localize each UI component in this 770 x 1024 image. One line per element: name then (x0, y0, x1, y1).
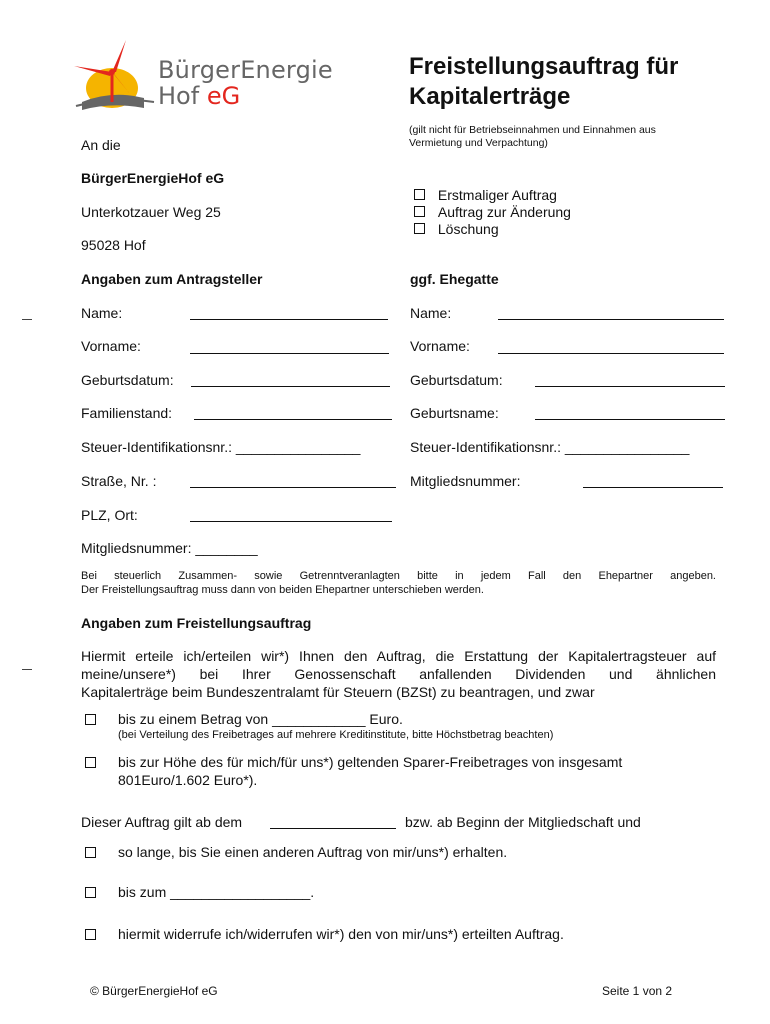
page-title (409, 52, 729, 112)
order-paragraph-line: Kapitalerträge beim Bundeszentralamt für Steuern (BZSt) zu beantragen, und zwar (81, 684, 595, 700)
recipient-prefix: An die (81, 137, 121, 153)
applicant-street-label: Straße, Nr. : (81, 473, 157, 489)
applicant-city-label: PLZ, Ort: (81, 507, 138, 523)
spouse-heading: ggf. Ehegatte (410, 271, 499, 287)
spouse-member-label: Mitgliedsnummer: (410, 473, 521, 489)
checkbox[interactable] (414, 223, 425, 234)
spouse-birthname-label: Geburtsname: (410, 405, 499, 421)
checkbox-label: Löschung (437, 221, 499, 237)
applicant-name-field[interactable] (190, 319, 388, 320)
applicant-birthdate-field[interactable] (191, 386, 390, 387)
checkbox-change-order[interactable] (414, 204, 571, 220)
spouse-member-field[interactable] (583, 487, 723, 488)
spouse-vorname-label: Vorname: (410, 338, 470, 354)
option-full-allowance-line-1: bis zur Höhe des für mich/für uns*) geltenden Sparer-Freibetrages von insgesamt (118, 754, 623, 770)
option-revoke-label: hiermit widerrufe ich/widerrufen wir*) den von mir/uns*) erteilten Auftrag. (118, 926, 564, 942)
option-until-date-label: bis zum __________________. (118, 884, 315, 900)
applicant-birthdate-label: Geburtsdatum: (81, 372, 174, 388)
subtitle-line-2: Vermietung und Verpachtung) (409, 137, 548, 149)
spouse-note-line-2: Der Freistellungsauftrag muss dann von beiden Ehepartner unterschieben werden. (81, 584, 484, 596)
spouse-name-field[interactable] (498, 319, 724, 320)
order-heading: Angaben zum Freistellungsauftrag (81, 615, 312, 631)
spouse-note-line-1: Bei steuerlich Zusammen- sowie Getrenntveranlagten bitte in jedem Fall den Ehepartner angeben. (81, 570, 716, 582)
order-paragraph (81, 647, 716, 701)
spouse-birthname-field[interactable] (535, 419, 725, 420)
spouse-taxid-label[interactable]: Steuer-Identifikationsnr.: ________________ (410, 439, 690, 455)
margin-mark (22, 669, 32, 670)
footer-page-number: Seite 1 von 2 (602, 984, 673, 998)
title-line-2: Kapitalerträge (409, 83, 571, 110)
option-amount-limit-note: (bei Verteilung des Freibetrages auf mehrere Kreditinstitute, bitte Höchstbetrag beachten) (118, 729, 554, 741)
recipient-name: BürgerEnergieHof eG (81, 170, 225, 186)
checkbox-first-order[interactable] (414, 187, 557, 203)
applicant-city-field[interactable] (190, 521, 392, 522)
checkbox-revoke[interactable] (85, 929, 96, 940)
valid-from-date-field[interactable] (270, 828, 396, 829)
spouse-vorname-field[interactable] (498, 353, 724, 354)
checkbox-label: Auftrag zur Änderung (437, 204, 571, 220)
company-logo (68, 36, 368, 116)
checkbox[interactable] (414, 189, 425, 200)
valid-from-label: Dieser Auftrag gilt ab dem (81, 814, 243, 830)
option-amount-limit-label: bis zu einem Betrag von ____________ Euro. (118, 711, 403, 727)
title-line-1: Freistellungsauftrag für (409, 53, 679, 80)
recipient-city: 95028 Hof (81, 237, 146, 253)
checkbox[interactable] (414, 206, 425, 217)
applicant-vorname-label: Vorname: (81, 338, 141, 354)
checkbox-until-date[interactable] (85, 887, 96, 898)
logo-text-2: Hof eG (158, 82, 241, 110)
footer-copyright: © BürgerEnergieHof eG (90, 984, 218, 998)
applicant-marital-label: Familienstand: (81, 405, 173, 421)
order-paragraph-line: meine/unsere*) bei Ihrer Genossenschaft anfallenden Dividenden und ähnlichen (81, 666, 716, 682)
applicant-marital-field[interactable] (194, 419, 392, 420)
checkbox-amount-limit[interactable] (85, 714, 96, 725)
order-paragraph-line: Hiermit erteile ich/erteilen wir*) Ihnen den Auftrag, die Erstattung der Kapitalertragsteuer auf (81, 648, 716, 664)
page-subtitle (409, 124, 729, 150)
spouse-name-label: Name: (410, 305, 452, 321)
applicant-vorname-field[interactable] (190, 353, 389, 354)
applicant-name-label: Name: (81, 305, 123, 321)
checkbox-label: Erstmaliger Auftrag (437, 187, 557, 203)
margin-mark (22, 319, 32, 320)
spouse-birthdate-field[interactable] (535, 386, 725, 387)
option-full-allowance-line-2: 801Euro/1.602 Euro*). (118, 772, 258, 788)
option-until-new-order-label: so lange, bis Sie einen anderen Auftrag von mir/uns*) erhalten. (118, 844, 508, 860)
applicant-member-number[interactable]: Mitgliedsnummer: ________ (81, 540, 258, 556)
subtitle-line-1: (gilt nicht für Betriebseinnahmen und Einnahmen aus (409, 124, 656, 136)
applicant-taxid-label[interactable]: Steuer-Identifikationsnr.: ________________ (81, 439, 361, 455)
checkbox-deletion[interactable] (414, 221, 499, 237)
checkbox-full-allowance[interactable] (85, 757, 96, 768)
logo-text: BürgerEnergie (158, 56, 333, 84)
recipient-street: Unterkotzauer Weg 25 (81, 204, 221, 220)
checkbox-until-new-order[interactable] (85, 847, 96, 858)
wind-turbine-icon (68, 36, 158, 116)
spouse-birthdate-label: Geburtsdatum: (410, 372, 503, 388)
applicant-street-field[interactable] (190, 487, 396, 488)
applicant-heading: Angaben zum Antragsteller (81, 271, 263, 287)
valid-from-suffix: bzw. ab Beginn der Mitgliedschaft und (405, 814, 641, 830)
